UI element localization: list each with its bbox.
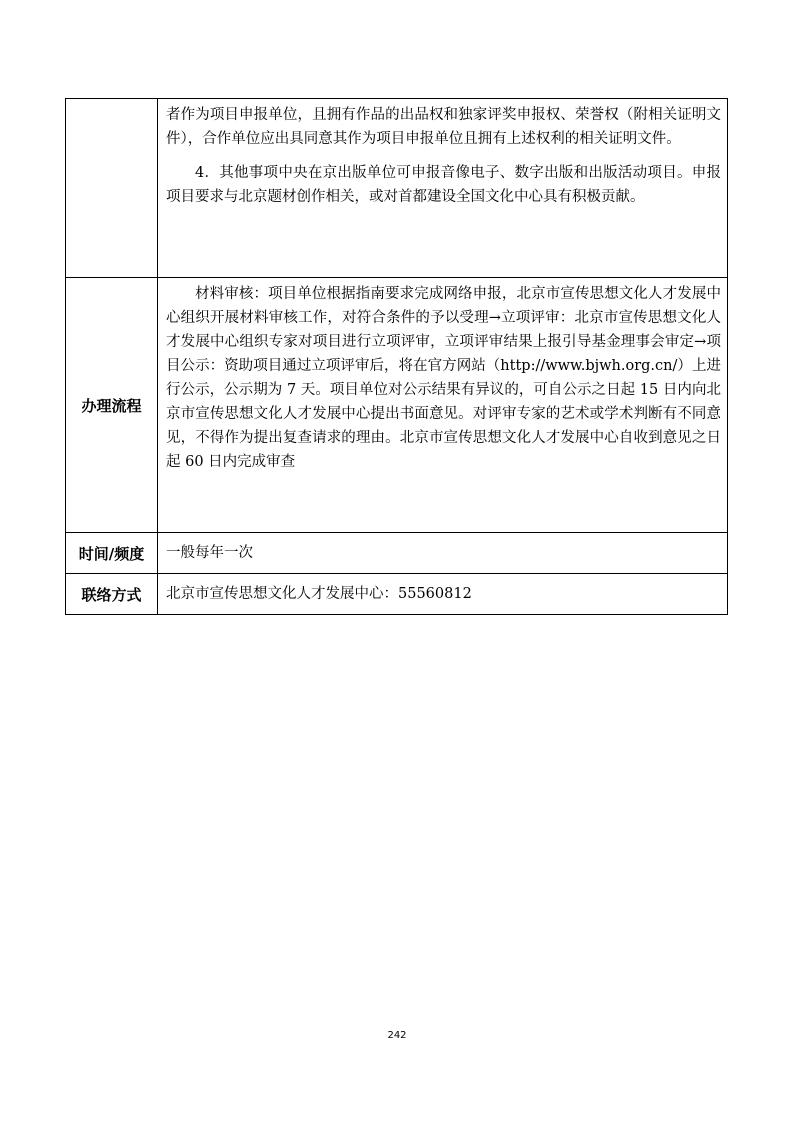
document-table xyxy=(65,98,728,615)
row-label-empty xyxy=(66,99,158,278)
process-paragraph: 材料审核：项目单位根据指南要求完成网络申报，北京市宣传思想文化人才发展中心组织开展材料审核工作，对符合条件的予以受理→立项评审：北京市宣传思想文化人才发展中心组织专家对项目进行立项评审，立项评审结果上报引导基金理事会审定→项目公示：资助项目通过立项评审后，将在官方网站（http://www.bjwh.org.cn/）上进行公示，公示期为 7 天。项目单位对公示结果有异议的，可自公示之日起 15 日内向北京市宣传思想文化人才发展中心提出书面意见。对评审专家的艺术或学术判断有不同意见，不得作为提出复查请求的理由。北京市宣传思想文化人才发展中心自收到意见之日起 60 日内完成审查 xyxy=(166,286,721,470)
table-row xyxy=(66,99,728,278)
eligibility-content xyxy=(158,99,728,278)
contact-content xyxy=(158,574,728,615)
frequency-value: 一般每年一次 xyxy=(166,545,253,561)
table-row xyxy=(66,574,728,615)
table-row xyxy=(66,278,728,533)
eligibility-paragraph-continued: 者作为项目申报单位，且拥有作品的出品权和独家评奖申报权、荣誉权（附相关证明文件），合作单位应出具同意其作为项目申报单位且拥有上述权利的相关证明文件。 xyxy=(166,107,721,147)
row-label-frequency: 时间/频度 xyxy=(66,533,158,574)
other-matters-paragraph: 4．其他事项中央在京出版单位可申报音像电子、数字出版和出版活动项目。申报项目要求与北京题材创作相关，或对首都建设全国文化中心具有积极贡献。 xyxy=(166,165,721,205)
frequency-content xyxy=(158,533,728,574)
table-row xyxy=(66,533,728,574)
page-number: 242 xyxy=(387,1030,407,1041)
contact-value: 北京市宣传思想文化人才发展中心：55560812 xyxy=(166,586,472,602)
row-label-process: 办理流程 xyxy=(66,278,158,533)
row-label-contact: 联络方式 xyxy=(66,574,158,615)
process-content xyxy=(158,278,728,533)
